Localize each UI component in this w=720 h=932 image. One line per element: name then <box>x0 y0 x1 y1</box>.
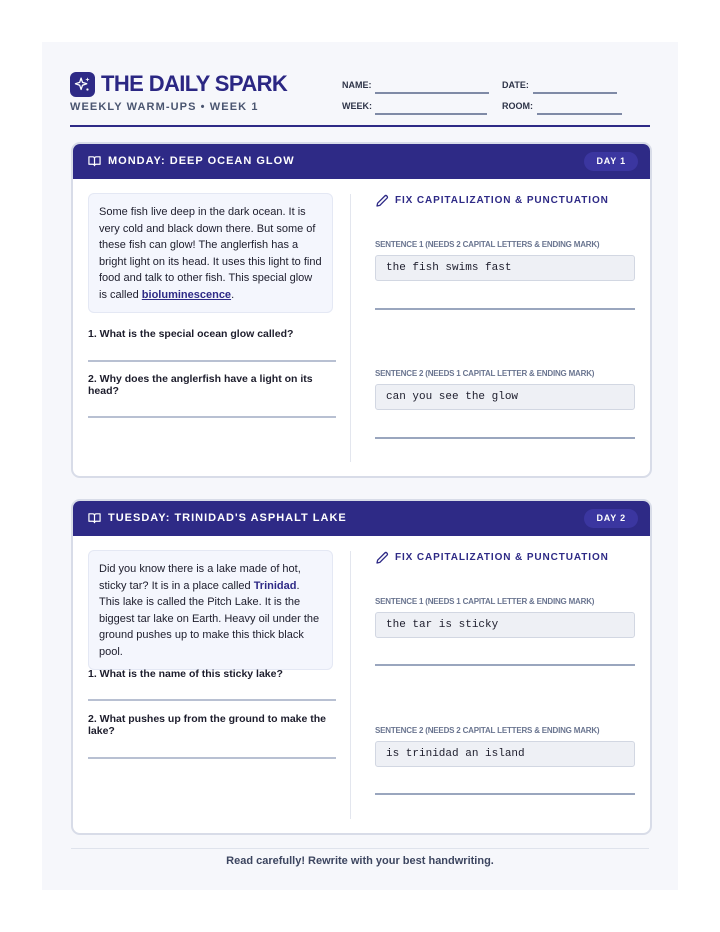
page-title: THE DAILY SPARK <box>101 71 288 96</box>
sentence-1-box: the fish swims fast <box>375 255 635 281</box>
answer-line-2[interactable] <box>88 416 336 418</box>
day-title: MONDAY: DEEP OCEAN GLOW <box>108 155 295 167</box>
sparkle-icon <box>70 72 95 97</box>
week-label: WEEK: <box>342 101 372 111</box>
date-line <box>533 92 617 94</box>
passage-keyword: Trinidad <box>253 579 297 592</box>
name-field[interactable] <box>342 80 372 90</box>
page-subtitle: WEEKLY WARM-UPS • WEEK 1 <box>70 101 259 113</box>
answer-line-1[interactable] <box>88 360 336 362</box>
rewrite-line-1[interactable] <box>375 308 635 310</box>
sentence-2-label: SENTENCE 2 (NEEDS 2 CAPITAL LETTERS & ENDING MARK) <box>375 726 600 735</box>
day-badge: DAY 2 <box>584 509 638 528</box>
fix-heading-label: FIX CAPITALIZATION & PUNCTUATION <box>395 195 609 206</box>
name-label: NAME: <box>342 80 372 90</box>
passage-text-before: Did you know there is a lake made of hot, sticky tar? It is in a place called <box>99 563 301 592</box>
sentence-1-label: SENTENCE 1 (NEEDS 1 CAPITAL LETTER & ENDING MARK) <box>375 597 595 606</box>
pencil-icon <box>375 551 389 565</box>
question-1: 1. What is the special ocean glow called? <box>88 328 294 340</box>
passage-end: . <box>231 288 235 301</box>
question-2: 2. What pushes up from the ground to make the lake? <box>88 713 327 737</box>
rewrite-line-2[interactable] <box>375 437 635 439</box>
rewrite-line-1[interactable] <box>375 664 635 666</box>
footer-divider <box>71 848 649 849</box>
question-1: 1. What is the name of this sticky lake? <box>88 668 283 680</box>
room-label: ROOM: <box>502 101 533 111</box>
passage-text-after: . This lake is called the Pitch Lake. It is the biggest tar lake on Earth. Heavy oil under the ground pushes up to make this thick black pool. <box>99 579 320 658</box>
question-2: 2. Why does the anglerfish have a light on its head? <box>88 373 313 397</box>
day-title: TUESDAY: TRINIDAD'S ASPHALT LAKE <box>108 512 347 524</box>
pencil-icon <box>375 194 389 208</box>
sentence-1-box: the tar is sticky <box>375 612 635 638</box>
week-line <box>375 113 487 115</box>
fix-heading-label: FIX CAPITALIZATION & PUNCTUATION <box>395 552 609 563</box>
day-header <box>73 501 650 536</box>
sentence-1-label: SENTENCE 1 (NEEDS 2 CAPITAL LETTERS & ENDING MARK) <box>375 240 600 249</box>
passage-text: Some fish live deep in the dark ocean. It is very cold and black down there. But some of these fish can glow! The anglerfish has a bright light on its head. It uses this light to find food and talk to other fish. This special glow is called <box>99 206 322 301</box>
reading-passage <box>88 550 333 670</box>
sentence-2-box: can you see the glow <box>375 384 635 410</box>
sentence-2-box: is trinidad an island <box>375 741 635 767</box>
room-line <box>537 113 622 115</box>
column-divider <box>350 194 351 462</box>
worksheet-page <box>42 42 678 890</box>
header-divider <box>70 125 650 127</box>
answer-line-2[interactable] <box>88 757 336 759</box>
sentence-2-label: SENTENCE 2 (NEEDS 1 CAPITAL LETTER & ENDING MARK) <box>375 369 595 378</box>
book-icon <box>88 155 101 167</box>
day-card-2 <box>71 499 652 835</box>
name-line <box>375 92 489 94</box>
book-icon <box>88 512 101 524</box>
reading-passage <box>88 193 333 313</box>
day-badge: DAY 1 <box>584 152 638 171</box>
week-field[interactable] <box>342 101 372 111</box>
column-divider <box>350 551 351 819</box>
answer-line-1[interactable] <box>88 699 336 701</box>
room-field[interactable] <box>502 101 533 111</box>
day-card-1 <box>71 142 652 478</box>
date-field[interactable] <box>502 80 529 90</box>
footer-note: Read carefully! Rewrite with your best handwriting. <box>226 855 494 867</box>
rewrite-line-2[interactable] <box>375 793 635 795</box>
passage-keyword: bioluminescence <box>141 288 232 301</box>
day-header <box>73 144 650 179</box>
date-label: DATE: <box>502 80 529 90</box>
